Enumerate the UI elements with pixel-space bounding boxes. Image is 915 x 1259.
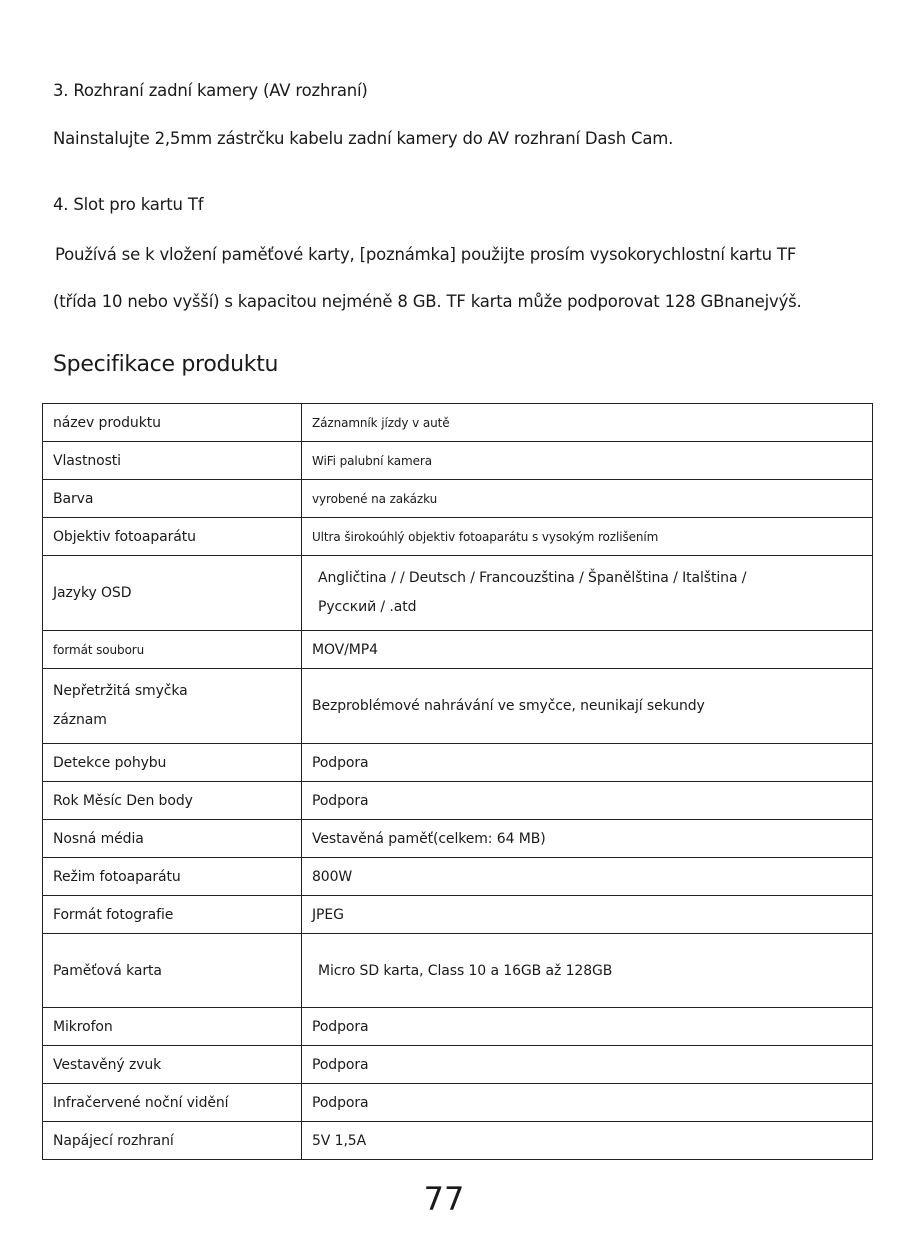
spec-value: Záznamník jízdy v autě (302, 404, 873, 442)
spec-label: Formát fotografie (43, 896, 302, 934)
spec-label: Detekce pohybu (43, 744, 302, 782)
page-number: 77 (423, 1180, 465, 1218)
spec-label: Objektiv fotoaparátu (43, 518, 302, 556)
spec-label (43, 669, 302, 744)
spec-value: MOV/MP4 (302, 631, 873, 669)
spec-row (43, 518, 873, 556)
spec-value: Ultra širokoúhlý objektiv fotoaparátu s vysokým rozlišením (302, 518, 873, 556)
spec-row (43, 480, 873, 518)
spec-value-line: Русский / .atd (318, 599, 417, 615)
spec-row (43, 782, 873, 820)
spec-value: 5V 1,5A (302, 1122, 873, 1160)
spec-value: WiFi palubní kamera (302, 442, 873, 480)
spec-row (43, 934, 873, 1008)
spec-row (43, 1008, 873, 1046)
spec-row (43, 858, 873, 896)
spec-row (43, 1046, 873, 1084)
section-4-title: 4. Slot pro kartu Tf (53, 195, 204, 214)
spec-label: Jazyky OSD (43, 556, 302, 631)
spec-row (43, 744, 873, 782)
spec-label: Mikrofon (43, 1008, 302, 1046)
spec-value: Podpora (302, 782, 873, 820)
spec-value: 800W (302, 858, 873, 896)
spec-label: Vestavěný zvuk (43, 1046, 302, 1084)
spec-label: Režim fotoaparátu (43, 858, 302, 896)
spec-heading: Specifikace produktu (53, 352, 279, 377)
section-4-body-line-1: Používá se k vložení paměťové karty, [poznámka] použijte prosím vysokorychlostní kartu TF (55, 245, 797, 264)
spec-label: Rok Měsíc Den body (43, 782, 302, 820)
spec-row (43, 631, 873, 669)
spec-row (43, 556, 873, 631)
spec-label: Nosná média (43, 820, 302, 858)
spec-value: Podpora (302, 744, 873, 782)
spec-value: JPEG (302, 896, 873, 934)
spec-label: Barva (43, 480, 302, 518)
spec-row (43, 1122, 873, 1160)
spec-value: Vestavěná paměť(celkem: 64 MB) (302, 820, 873, 858)
spec-row (43, 1084, 873, 1122)
spec-value-line: Angličtina / / Deutsch / Francouzština / Španělština / Italština / (318, 570, 747, 586)
spec-label: název produktu (43, 404, 302, 442)
spec-table (42, 403, 873, 1160)
spec-row (43, 896, 873, 934)
spec-row (43, 442, 873, 480)
section-3-body: Nainstalujte 2,5mm zástrčku kabelu zadní kamery do AV rozhraní Dash Cam. (53, 129, 674, 148)
spec-value: Bezproblémové nahrávání ve smyčce, neunikají sekundy (302, 669, 873, 744)
spec-row (43, 820, 873, 858)
spec-label: formát souboru (43, 631, 302, 669)
spec-row (43, 404, 873, 442)
spec-label-line: Nepřetržitá smyčka (53, 683, 188, 699)
spec-row (43, 669, 873, 744)
spec-label: Paměťová karta (43, 934, 302, 1008)
section-3-title: 3. Rozhraní zadní kamery (AV rozhraní) (53, 81, 368, 100)
spec-value (302, 556, 873, 631)
spec-value: Podpora (302, 1046, 873, 1084)
spec-label: Vlastnosti (43, 442, 302, 480)
spec-label: Infračervené noční vidění (43, 1084, 302, 1122)
spec-value: Micro SD karta, Class 10 a 16GB až 128GB (302, 934, 873, 1008)
spec-value: Podpora (302, 1084, 873, 1122)
spec-label-line: záznam (53, 712, 107, 728)
spec-value: vyrobené na zakázku (302, 480, 873, 518)
spec-value: Podpora (302, 1008, 873, 1046)
spec-label: Napájecí rozhraní (43, 1122, 302, 1160)
section-4-body-line-2: (třída 10 nebo vyšší) s kapacitou nejméně 8 GB. TF karta může podporovat 128 GBnanejvýš. (53, 292, 802, 311)
